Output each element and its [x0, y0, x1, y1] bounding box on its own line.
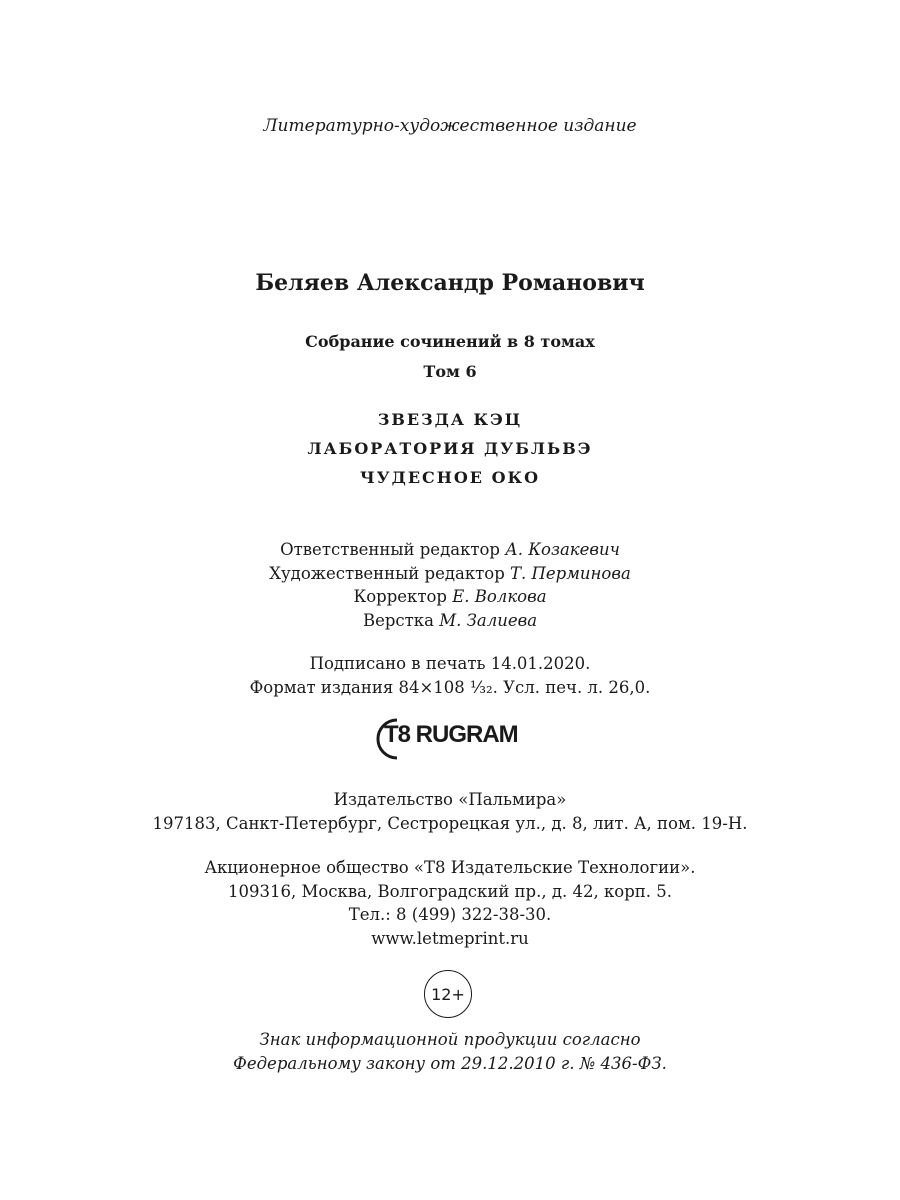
- work-title: ЧУДЕСНОЕ ОКО: [360, 468, 540, 487]
- notice-line: Знак информационной продукции согласно: [259, 1030, 641, 1049]
- credit-line: [0, 609, 900, 633]
- credit-name: Е. Волкова: [452, 587, 547, 606]
- credit-role: Корректор: [353, 587, 447, 606]
- work-title: ЗВЕЗДА КЭЦ: [377, 410, 523, 429]
- print-signed-date: Подписано в печать 14.01.2020.: [309, 654, 591, 673]
- printer-address: 109316, Москва, Волгоградский пр., д. 42, корп. 5.: [227, 881, 673, 901]
- credit-role: Ответственный редактор: [280, 540, 500, 559]
- info-notice: [0, 1028, 900, 1075]
- publisher-block: [0, 788, 900, 835]
- credit-line: [0, 562, 900, 586]
- logo-text: T8 RUGRAM: [384, 721, 518, 748]
- credit-line: [0, 585, 900, 609]
- publisher-address: 197183, Санкт-Петербург, Сестрорецкая ул., д. 8, лит. А, пом. 19-Н.: [152, 813, 748, 833]
- notice-line: Федеральному закону от 29.12.2010 г. № 436-ФЗ.: [233, 1053, 667, 1073]
- printer-phone: Тел.: 8 (499) 322-38-30.: [348, 905, 552, 924]
- credits-block: [0, 538, 900, 632]
- credit-name: М. Залиева: [439, 610, 538, 630]
- printer-block: [0, 856, 900, 950]
- work-title: ЛАБОРАТОРИЯ ДУБЛЬВЭ: [307, 439, 593, 458]
- genre-label: Литературно-художественное издание: [263, 116, 637, 136]
- credit-role: Художественный редактор: [269, 563, 505, 583]
- volume-number: Том 6: [423, 362, 477, 381]
- printer-name: Акционерное общество «Т8 Издательские Технологии».: [204, 858, 696, 877]
- works-list: [0, 405, 900, 492]
- age-rating-badge: 12+: [424, 970, 472, 1018]
- collection-title: Собрание сочинений в 8 томах: [305, 332, 595, 351]
- print-format: Формат издания 84×108 ¹⁄₃₂. Усл. печ. л. 26,0.: [249, 677, 651, 697]
- publisher-name: Издательство «Пальмира»: [333, 790, 567, 809]
- credit-name: А. Козакевич: [505, 540, 620, 559]
- author-name: Беляев Александр Романович: [255, 270, 645, 296]
- t8-rugram-logo: [375, 716, 525, 762]
- credit-line: [0, 538, 900, 562]
- credit-role: Верстка: [362, 610, 434, 630]
- credit-name: Т. Перминова: [510, 563, 631, 583]
- print-info: [0, 652, 900, 699]
- printer-website: www.letmeprint.ru: [371, 928, 529, 948]
